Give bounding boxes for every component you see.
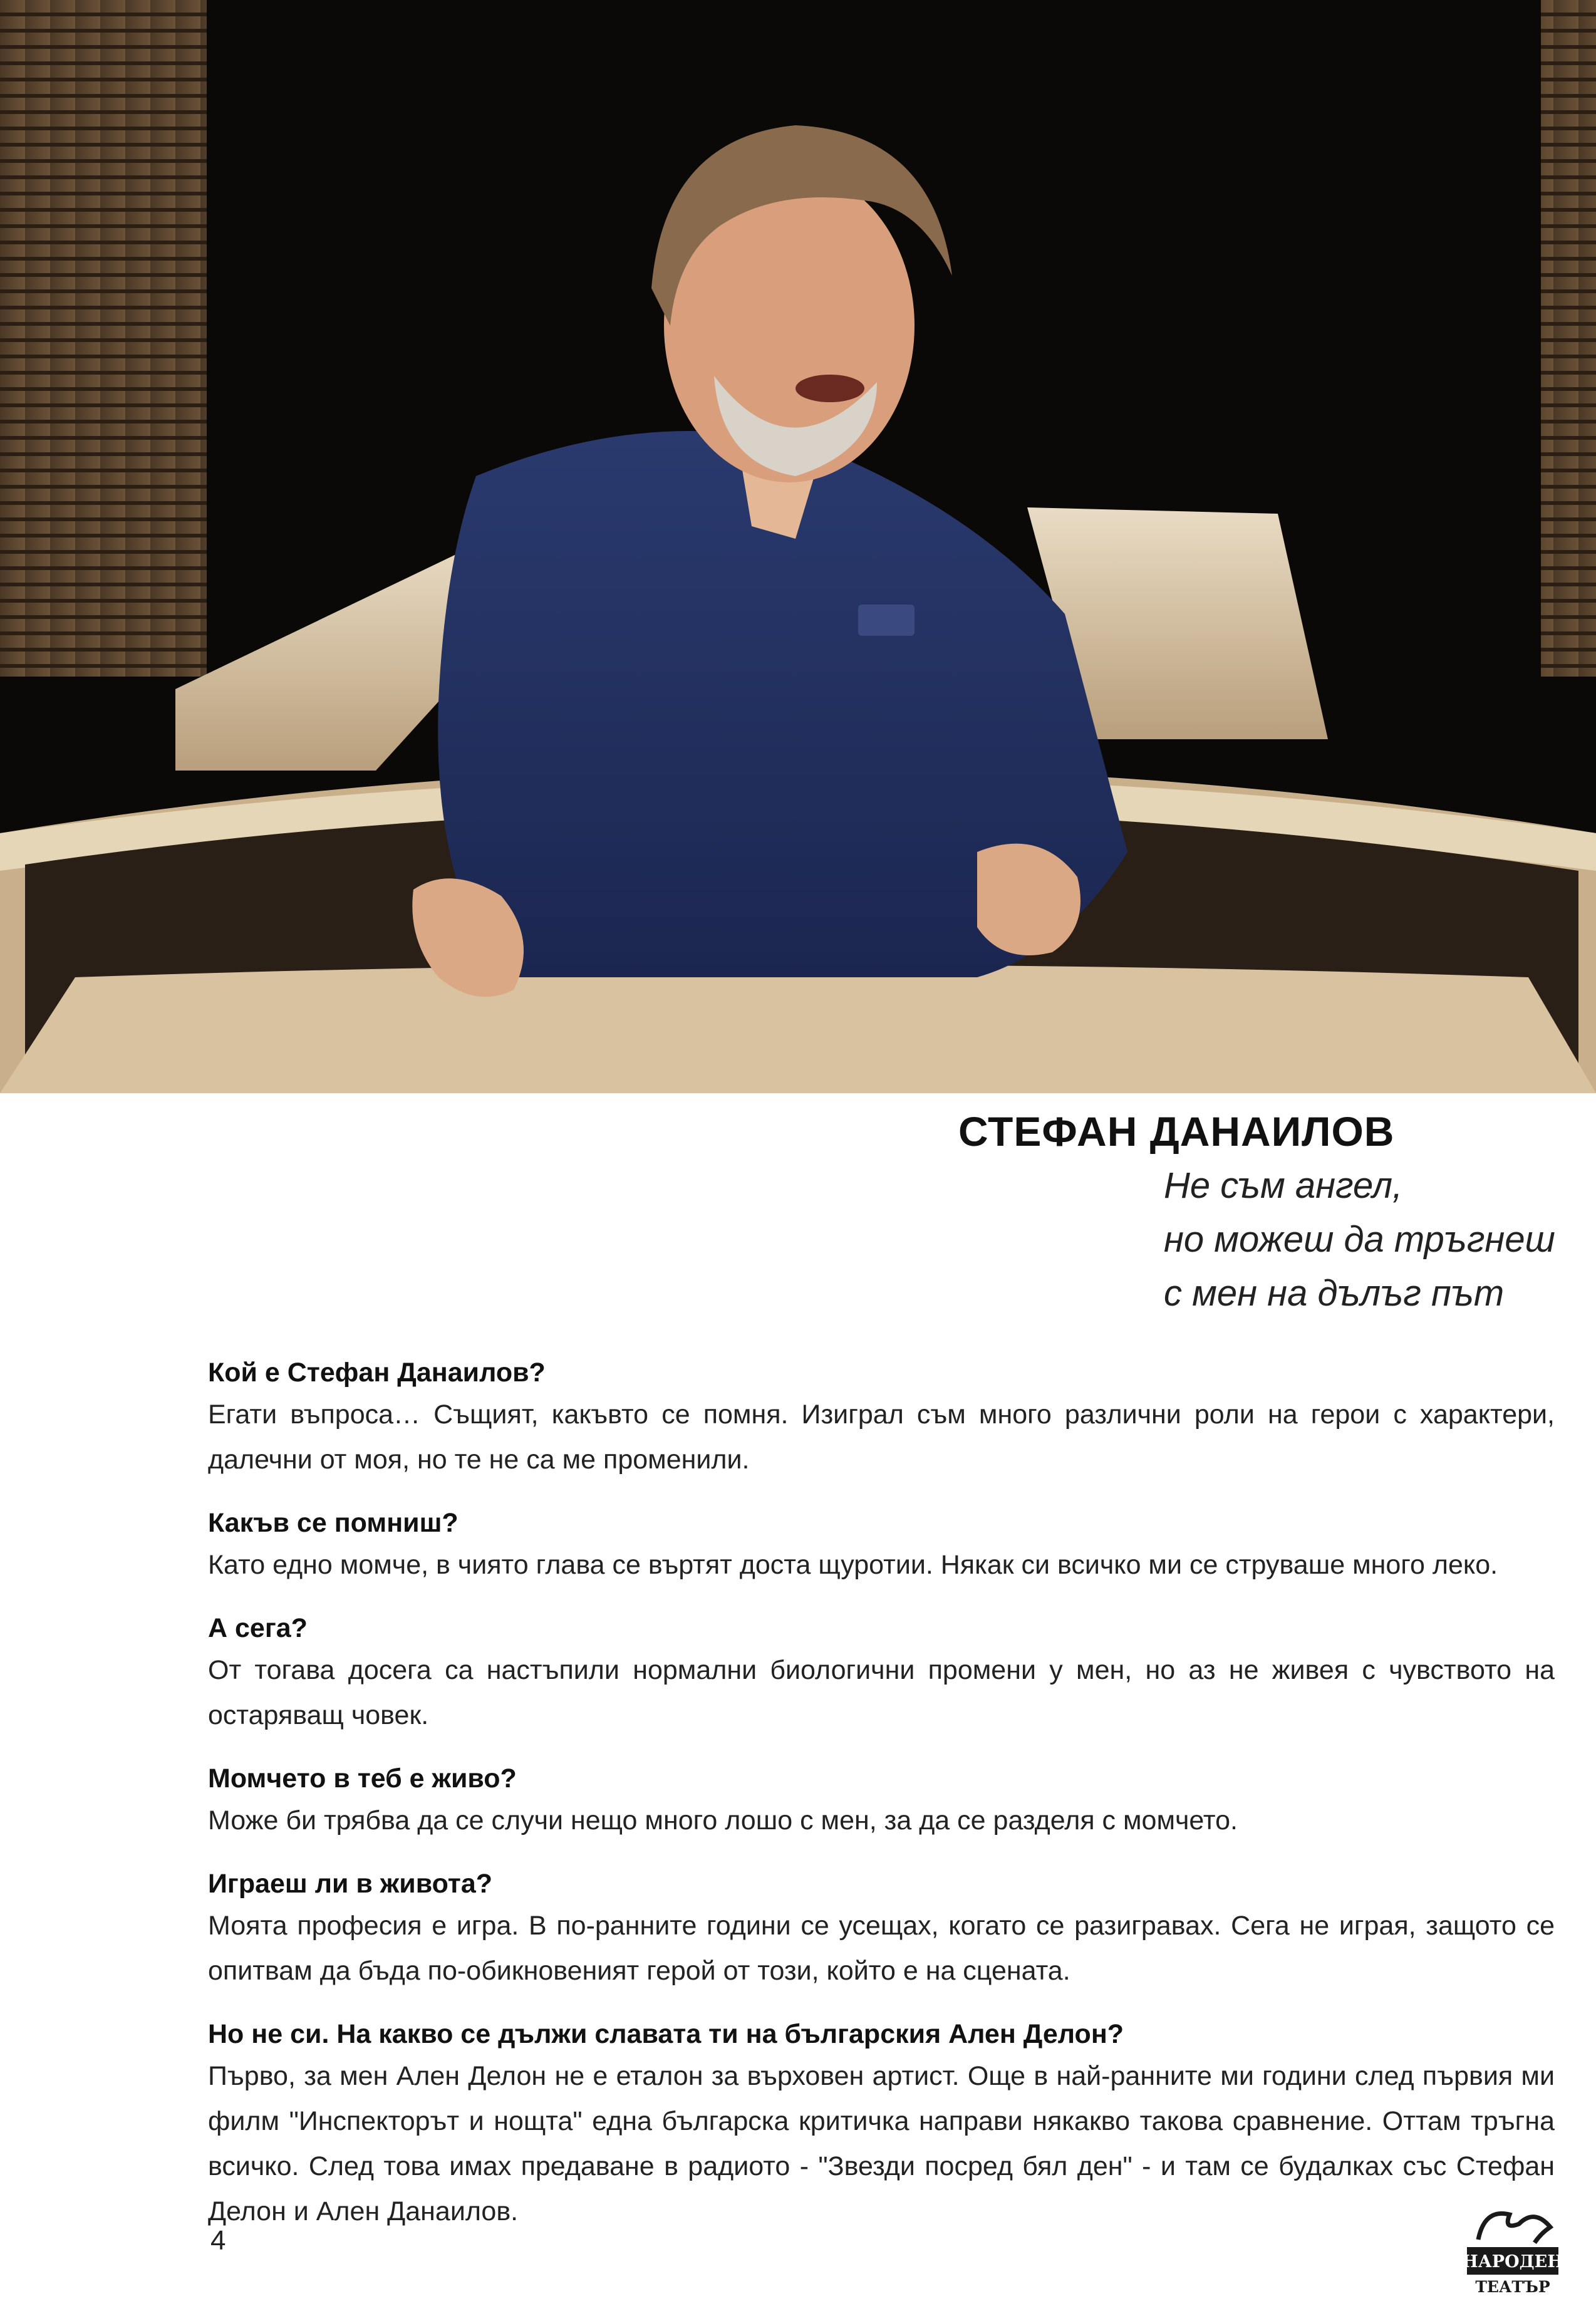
answer: Моята професия е игра. В по-ранните години се усещах, когато се разигравах. Сега не играя, защото се опитвам да бъда по-обикновеният герой от този, който е на сцената. [208, 1911, 1555, 1986]
question: Момчето в теб е живо? [208, 1763, 517, 1794]
qa-block [208, 1864, 1555, 1993]
answer: Като едно момче, в чиято глава се въртят доста щуротии. Някак си всичко ми се струваше много леко. [208, 1550, 1498, 1580]
qa-block [208, 1759, 1555, 1843]
answer: Егати въпроса… Същият, какъвто се помня. Изиграл съм много различни роли на герои с характери, далечни от моя, но те не са ме променили. [208, 1400, 1555, 1475]
subtitle-line: с мен на дълъг път [1164, 1273, 1505, 1314]
article-subtitle [1164, 1159, 1555, 1321]
stage-scene [0, 0, 1596, 1093]
question: Но не си. На какво се дължи славата ти на българския Ален Делон? [208, 2019, 1124, 2049]
interview-body [208, 1353, 1555, 2255]
logo-text-line1: НАРОДЕН [1462, 2252, 1563, 2272]
answer: От тогава досега са настъпили нормални биологични промени у мен, но аз не живея с чувството на остаряващ човек. [208, 1655, 1555, 1730]
portrait-photo [0, 0, 1596, 1093]
article-title: СТЕФАН ДАНАИЛОВ [958, 1108, 1395, 1155]
question: Кой е Стефан Данаилов? [208, 1358, 546, 1388]
qa-block [208, 1503, 1555, 1587]
answer: Може би трябва да се случи нещо много лошо с мен, за да се разделя с момчето. [208, 1805, 1238, 1836]
qa-block [208, 1353, 1555, 1482]
national-theatre-logo [1459, 2196, 1566, 2302]
subtitle-line: Не съм ангел, [1164, 1165, 1403, 1206]
question: Играеш ли в живота? [208, 1869, 492, 1899]
qa-block [208, 1609, 1555, 1738]
logo-text-line2: ТЕАТЪР [1475, 2278, 1550, 2296]
subtitle-line: но можеш да тръгнеш [1164, 1219, 1555, 1260]
qa-block [208, 2015, 1555, 2234]
question: Какъв се помниш? [208, 1508, 459, 1538]
logo-signature [1478, 2213, 1550, 2243]
question: А сега? [208, 1613, 308, 1643]
answer: Първо, за мен Ален Делон не е еталон за върховен артист. Още в най-ранните ми години след първия ми филм "Инспекторът и нощта" една българска критичка направи някакво такова сравнение. Оттам тръгна всичко. След това имах предаване в радиото - "Звезди посред бял ден" - и там се будалках със Стефан Делон и Ален Данаилов. [208, 2061, 1555, 2226]
page-number: 4 [210, 2225, 226, 2256]
